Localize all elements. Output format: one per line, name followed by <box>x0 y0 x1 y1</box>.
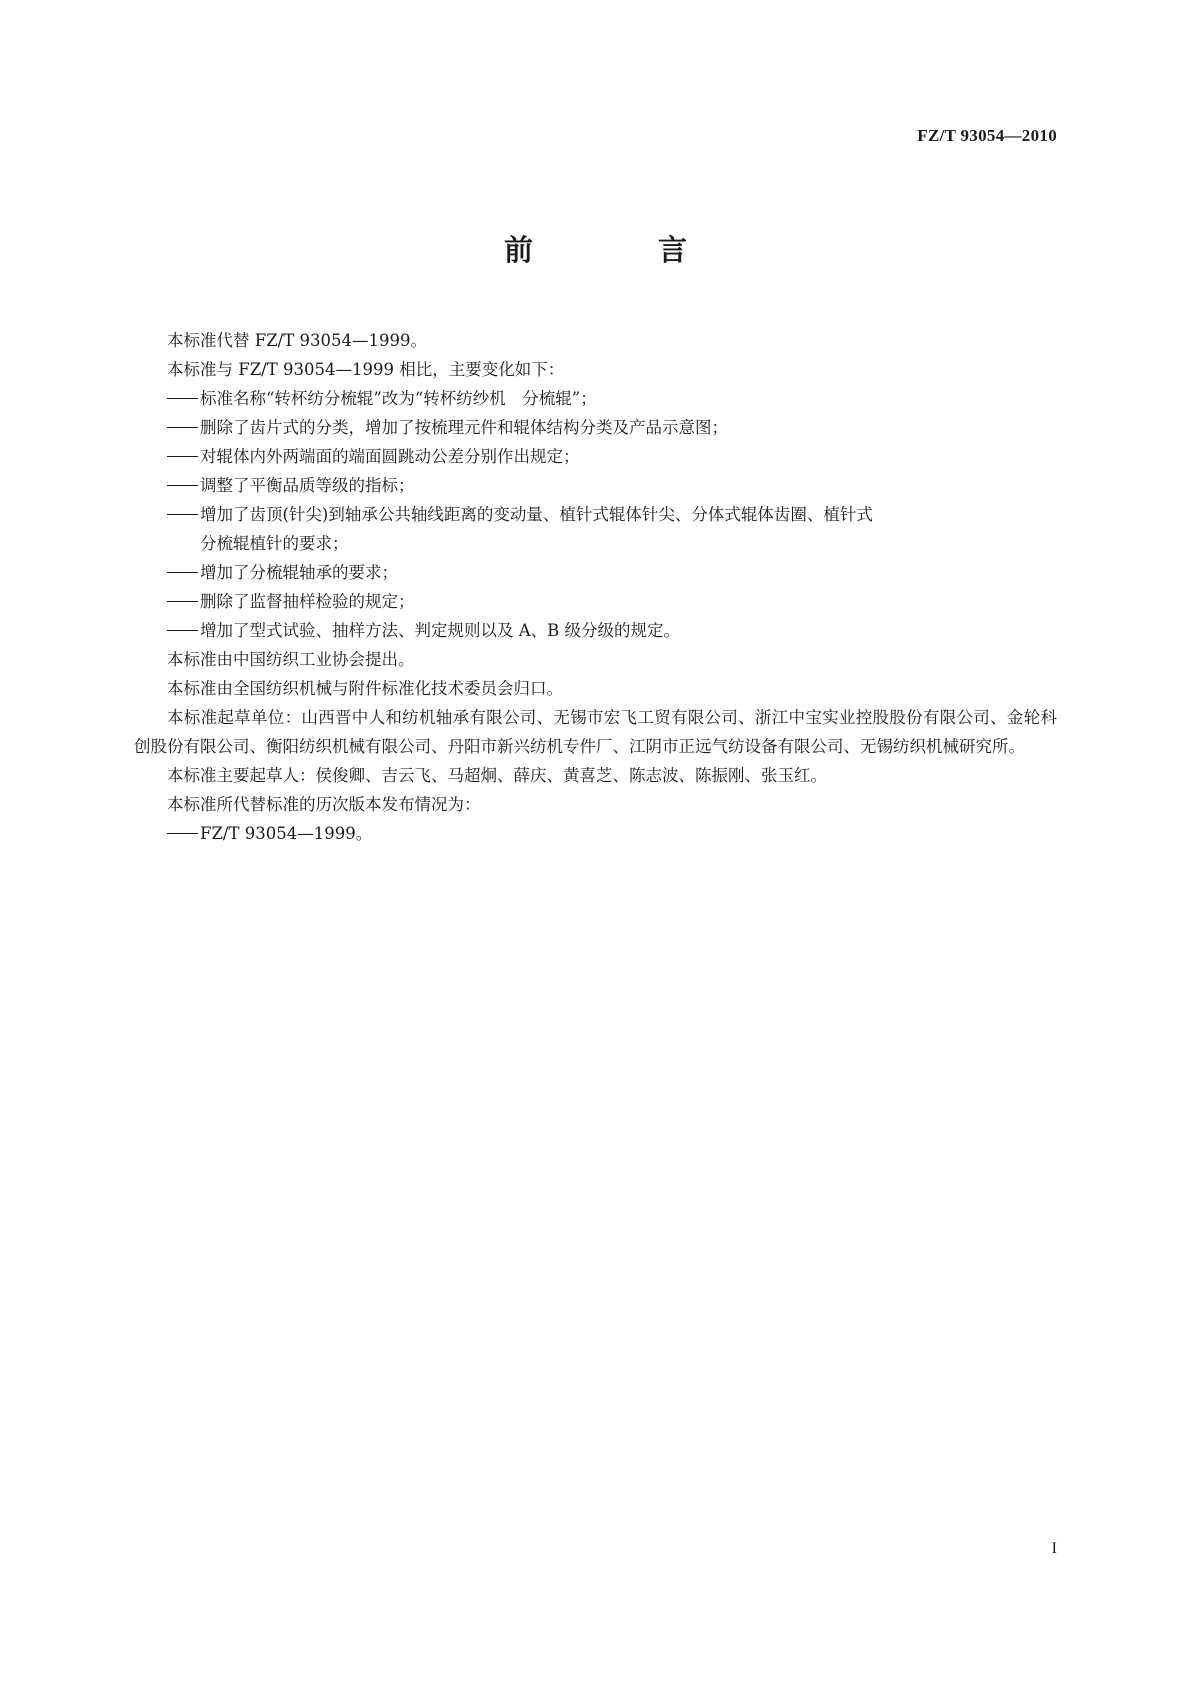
paragraph-committee: 本标准由全国纺织机械与附件标准化技术委员会归口。 <box>167 679 563 698</box>
dash-marker <box>167 558 200 587</box>
list-item: 调整了平衡品质等级的指标； <box>134 471 1057 500</box>
dash-marker <box>167 500 200 529</box>
list-item: 增加了型式试验、抽样方法、判定规则以及 A、B 级分级的规定。 <box>134 616 1057 645</box>
paragraph-changes-intro: 本标准与 FZ/T 93054—1999 相比，主要变化如下： <box>167 360 565 379</box>
list-item: 增加了分梳辊轴承的要求； <box>134 558 1057 587</box>
paragraph-replaces: 本标准代替 FZ/T 93054—1999。 <box>167 331 427 350</box>
page-number: I <box>1051 1540 1057 1557</box>
list-item: 删除了监督抽样检验的规定； <box>134 587 1057 616</box>
paragraph-history-intro: 本标准所代替标准的历次版本发布情况为： <box>167 795 481 814</box>
paragraph-drafting-units: 本标准起草单位：山西晋中人和纺机轴承有限公司、无锡市宏飞工贸有限公司、浙江中宝实业控股股份有限公司、金轮科创股份有限公司、衡阳纺织机械有限公司、丹阳市新兴纺机专件厂、江阴市正远气纺设备有限公司、无锡纺织机械研究所。 <box>134 708 1057 756</box>
standard-code: FZ/T 93054—2010 <box>917 126 1057 145</box>
list-item-continuation: 分梳辊植针的要求； <box>200 534 349 553</box>
list-item: 对辊体内外两端面的端面圆跳动公差分别作出规定； <box>134 442 1057 471</box>
document-body <box>134 326 1057 848</box>
dash-marker <box>167 413 200 442</box>
page-title: 前 言 <box>503 233 735 267</box>
paragraph-drafters: 本标准主要起草人：侯俊卿、吉云飞、马超炯、薛庆、黄喜芝、陈志波、陈振刚、张玉红。 <box>167 766 827 785</box>
dash-marker <box>167 587 200 616</box>
dash-marker <box>167 471 200 500</box>
paragraph-proposer: 本标准由中国纺织工业协会提出。 <box>167 650 415 669</box>
list-item: 增加了齿顶(针尖)到轴承公共轴线距离的变动量、植针式辊体针尖、分体式辊体齿圈、植针式 分梳辊植针的要求； <box>134 500 1057 558</box>
dash-marker <box>167 384 200 413</box>
dash-marker <box>167 442 200 471</box>
list-item: FZ/T 93054—1999。 <box>134 819 1057 848</box>
list-item: 删除了齿片式的分类，增加了按梳理元件和辊体结构分类及产品示意图； <box>134 413 1057 442</box>
list-item: 标准名称“转杯纺分梳辊”改为“转杯纺纱机 分梳辊”； <box>134 384 1057 413</box>
dash-marker <box>167 819 200 848</box>
dash-marker <box>167 616 200 645</box>
